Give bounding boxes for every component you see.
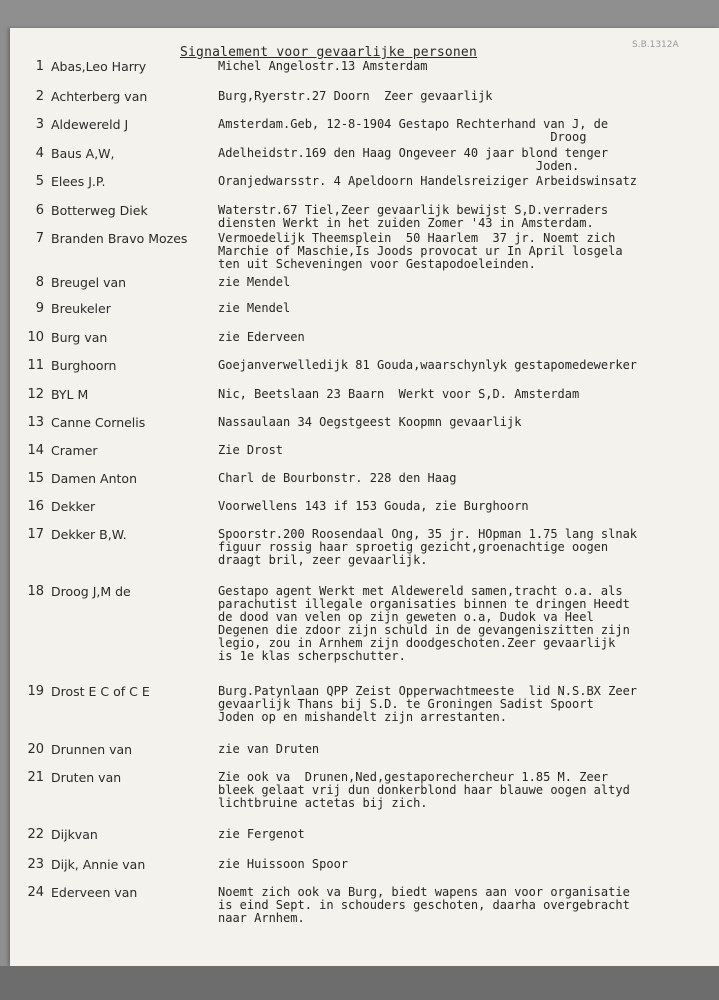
entry-detail-line: Noemt zich ook va Burg, biedt wapens aan voor organisatie xyxy=(218,886,630,899)
entry-detail-line: draagt bril, zeer gevaarlijk. xyxy=(218,553,428,567)
entry-detail-line: lichtbruine actetas bij zich. xyxy=(218,796,428,810)
entry-name: Druten van xyxy=(51,770,122,785)
entry-detail-line: zie van Druten xyxy=(218,743,320,756)
entry-name: Cramer xyxy=(51,443,98,458)
entry-number: 9 xyxy=(35,301,44,316)
entry-detail-line: ten uit Scheveningen voor Gestapodoeleinden. xyxy=(218,257,536,271)
entry-detail-line: Oranjedwarsstr. 4 Apeldoorn Handelsreiziger Arbeidswinsatz xyxy=(218,175,638,188)
entry-detail-line: Nassaulaan 34 Oegstgeest Koopmn gevaarlijk xyxy=(218,416,522,429)
entry-details xyxy=(218,276,718,289)
entry-name: Breugel van xyxy=(51,275,127,290)
entry-number: 20 xyxy=(27,742,44,757)
entry-number: 24 xyxy=(27,885,44,900)
entry-number: 1 xyxy=(35,59,44,74)
scanner-background xyxy=(0,966,719,1000)
entry-number: 17 xyxy=(27,527,44,542)
entry-details xyxy=(218,90,718,103)
entry-details xyxy=(218,204,718,230)
entry-details xyxy=(218,743,718,756)
entry-details xyxy=(218,528,718,567)
entry-detail-line: Michel Angelostr.13 Amsterdam xyxy=(218,60,428,73)
entry-name: Baus A,W, xyxy=(51,146,115,161)
entry-detail-line: Nic, Beetslaan 23 Baarn Werkt voor S,D. Amsterdam xyxy=(218,388,580,401)
entry-name: Burg van xyxy=(51,330,108,345)
entry-number: 14 xyxy=(27,443,44,458)
entry-name: Dekker xyxy=(51,499,96,514)
entry-name: Drost E C of C E xyxy=(51,684,150,699)
entry-detail-line: gevaarlijk Thans bij S.D. te Groningen Sadist Spoort xyxy=(218,697,594,711)
entry-details xyxy=(218,331,718,344)
entry-details xyxy=(218,416,718,429)
entry-detail-line: legio, zou in Arnhem zijn doodgeschoten.Zeer gevaarlijk xyxy=(218,636,616,650)
entry-details xyxy=(218,685,718,724)
entry-details xyxy=(218,828,718,841)
entry-name: Ederveen van xyxy=(51,885,138,900)
entry-details xyxy=(218,232,718,271)
entry-detail-line: Burg.Patynlaan QPP Zeist Opperwachtmeeste lid N.S.BX Zeer xyxy=(218,685,638,698)
entry-details xyxy=(218,858,718,871)
entry-detail-line: Spoorstr.200 Roosendaal Ong, 35 jr. HOpman 1.75 lang slnak xyxy=(218,528,638,541)
entry-name: Branden Bravo Mozes xyxy=(51,231,188,246)
entry-number: 10 xyxy=(27,330,44,345)
entry-detail-line: zie Ederveen xyxy=(218,331,305,344)
entry-detail-line: zie Mendel xyxy=(218,302,291,315)
entry-details xyxy=(218,359,718,372)
entry-name: Drunnen van xyxy=(51,742,133,757)
entry-details xyxy=(218,118,718,144)
entry-details xyxy=(218,444,718,457)
entry-detail-line: zie Mendel xyxy=(218,276,291,289)
entry-detail-line: Joden op en mishandelt zijn arrestanten. xyxy=(218,710,507,724)
entry-detail-line: Adelheidstr.169 den Haag Ongeveer 40 jaar blond tenger xyxy=(218,147,609,160)
entry-name: Canne Cornelis xyxy=(51,415,146,430)
entry-name: Achterberg van xyxy=(51,89,148,104)
entry-number: 3 xyxy=(35,117,44,132)
entry-number: 16 xyxy=(27,499,44,514)
entry-number: 5 xyxy=(35,174,44,189)
entry-detail-line: zie Fergenot xyxy=(218,828,305,841)
entry-detail-line: de dood van velen op zijn geweten o.a, Dudok va Heel xyxy=(218,610,594,624)
entry-number: 19 xyxy=(27,684,44,699)
entry-details xyxy=(218,472,718,485)
entry-details xyxy=(218,302,718,315)
entry-detail-line: bleek gelaat vrij dun donkerblond haar blauwe oogen altyd xyxy=(218,783,630,797)
entry-number: 15 xyxy=(27,471,44,486)
entry-detail-line: Amsterdam.Geb, 12-8-1904 Gestapo Rechterhand van J, de xyxy=(218,118,609,131)
entry-detail-line: Zie Drost xyxy=(218,444,284,457)
entry-detail-line: Droog xyxy=(218,130,587,144)
entry-detail-line: is eind Sept. in schouders geschoten, daarha overgebracht xyxy=(218,898,630,912)
entry-name: Botterweg Diek xyxy=(51,203,148,218)
entry-name: Droog J,M de xyxy=(51,584,131,599)
entry-number: 8 xyxy=(35,275,44,290)
entry-number: 13 xyxy=(27,415,44,430)
entry-name: Dijk, Annie van xyxy=(51,857,146,872)
entry-number: 4 xyxy=(35,146,44,161)
entry-detail-line: zie Huissoon Spoor xyxy=(218,858,349,871)
entry-detail-line: Joden. xyxy=(218,159,580,173)
entry-detail-line: Voorwellens 143 if 153 Gouda, zie Burghoorn xyxy=(218,500,529,513)
entry-number: 12 xyxy=(27,387,44,402)
entry-name: Elees J.P. xyxy=(51,174,106,189)
archive-stamp: S.B.1312A xyxy=(632,40,679,50)
entry-number: 6 xyxy=(35,203,44,218)
entry-detail-line: parachutist illegale organisaties binnen te dringen Heedt xyxy=(218,597,630,611)
entry-number: 23 xyxy=(27,857,44,872)
entry-name: BYL M xyxy=(51,387,89,402)
entry-details xyxy=(218,500,718,513)
entry-number: 22 xyxy=(27,827,44,842)
entry-name: Dijkvan xyxy=(51,827,98,842)
entry-number: 11 xyxy=(27,358,44,373)
entry-name: Dekker B,W. xyxy=(51,527,127,542)
entry-name: Abas,Leo Harry xyxy=(51,59,147,74)
document-title: Signalement voor gevaarlijke personen xyxy=(180,45,477,60)
entry-detail-line: Gestapo agent Werkt met Aldewereld samen,tracht o.a. als xyxy=(218,585,623,598)
entry-detail-line: Zie ook va Drunen,Ned,gestaporechercheur 1.85 M. Zeer xyxy=(218,771,609,784)
entry-details xyxy=(218,60,718,73)
entry-details xyxy=(218,147,718,173)
entry-detail-line: Waterstr.67 Tiel,Zeer gevaarlijk bewijst S,D.verraders xyxy=(218,204,609,217)
entry-details xyxy=(218,886,718,925)
entry-details xyxy=(218,585,718,663)
entry-number: 2 xyxy=(35,89,44,104)
entry-name: Damen Anton xyxy=(51,471,137,486)
entry-name: Breukeler xyxy=(51,301,111,316)
entry-name: Aldewereld J xyxy=(51,117,129,132)
entry-detail-line: diensten Werkt in het zuiden Zomer '43 in Amsterdam. xyxy=(218,216,594,230)
entry-detail-line: Goejanverwelledijk 81 Gouda,waarschynlyk gestapomedewerker xyxy=(218,359,638,372)
entry-details xyxy=(218,771,718,810)
entry-detail-line: figuur rossig haar sproetig gezicht,groenachtige oogen xyxy=(218,540,609,554)
entry-detail-line: Charl de Bourbonstr. 228 den Haag xyxy=(218,472,457,485)
entry-detail-line: is 1e klas scherpschutter. xyxy=(218,649,406,663)
entry-details xyxy=(218,175,718,188)
entry-number: 18 xyxy=(27,584,44,599)
entry-detail-line: naar Arnhem. xyxy=(218,911,305,925)
entry-detail-line: Marchie of Maschie,Is Joods provocat ur In April losgela xyxy=(218,244,623,258)
entry-detail-line: Burg,Ryerstr.27 Doorn Zeer gevaarlijk xyxy=(218,90,493,103)
entry-number: 21 xyxy=(27,770,44,785)
entry-detail-line: Vermoedelijk Theemsplein 50 Haarlem 37 jr. Noemt zich xyxy=(218,232,616,245)
entry-name: Burghoorn xyxy=(51,358,117,373)
entry-number: 7 xyxy=(35,231,44,246)
entry-detail-line: Degenen die zdoor zijn schuld in de gevangeniszitten zijn xyxy=(218,623,630,637)
entry-details xyxy=(218,388,718,401)
